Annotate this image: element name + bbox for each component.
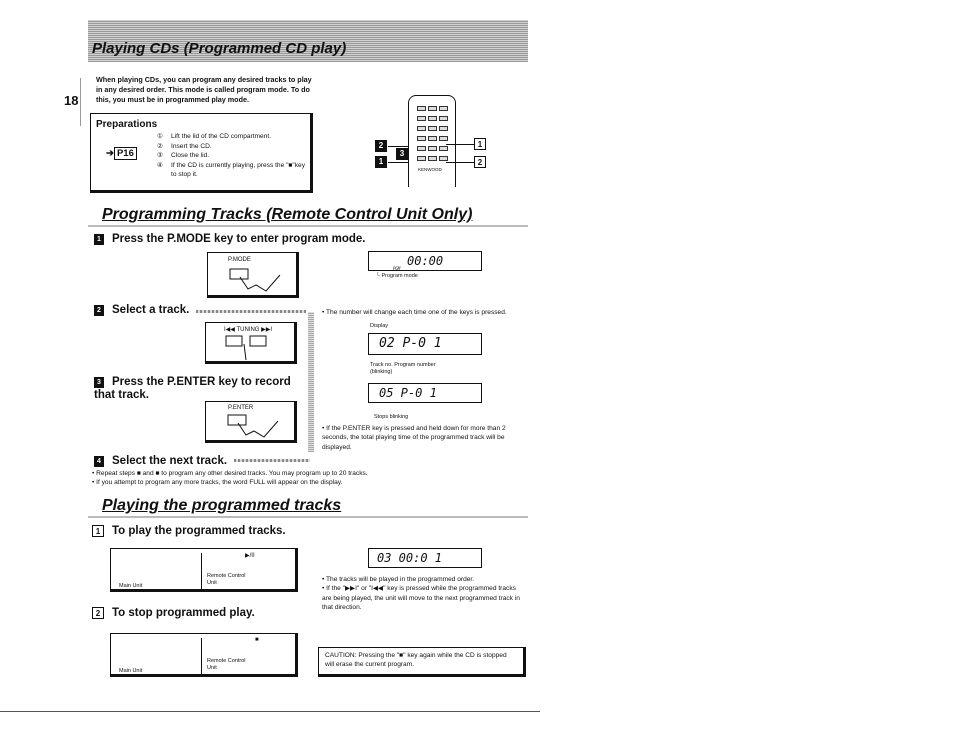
remote-brand: KENWOOD	[418, 167, 442, 172]
key-label: P.MODE	[228, 257, 251, 263]
key-label: ▶/II	[245, 553, 255, 559]
note-penter-hold: • If the P.ENTER key is pressed and held down for more than 2 seconds, the total playing time of the programmed track will be displayed.	[322, 425, 506, 451]
display-readout: 00:00	[407, 254, 444, 268]
display-readout: 02 P-0 1	[379, 336, 442, 351]
track-display	[368, 333, 482, 355]
remote-button	[417, 146, 426, 151]
heading-rule	[88, 225, 528, 227]
heading-rule	[88, 516, 528, 518]
arrow-line	[196, 310, 306, 313]
remote-button	[417, 156, 426, 161]
hand-press-icon	[218, 332, 288, 362]
display-readout: 05 P-0 1	[379, 386, 437, 400]
hand-press-icon	[218, 411, 288, 441]
step-4-heading: 4 Select the next track.	[94, 455, 227, 468]
display-label: Display	[370, 323, 389, 329]
pgm-indicator: PGM	[393, 266, 401, 271]
divider	[201, 638, 202, 674]
remote-button	[439, 126, 448, 131]
remote-button	[428, 136, 437, 141]
page-number: 18	[64, 93, 79, 108]
play-heading: 1 To play the programmed tracks.	[92, 525, 286, 538]
arrow-line	[234, 459, 310, 462]
margin-line	[80, 78, 81, 126]
remote-button	[439, 146, 448, 151]
play-notes	[322, 575, 522, 613]
stop-heading: 2 To stop programmed play.	[92, 607, 255, 620]
remote-unit-label: Remote Control Unit	[207, 573, 246, 586]
program-mode-display	[368, 251, 482, 271]
preparations-title: Preparations	[96, 119, 158, 130]
display-caption: Track no. Program number (blinking)	[370, 362, 436, 375]
prep-step: ② Insert the CD.	[157, 142, 212, 150]
callout-line	[446, 162, 474, 163]
display-readout: 03 00:0 1	[377, 551, 443, 565]
callout-line	[388, 162, 408, 163]
prep-step: ③ Close the lid.	[157, 152, 210, 160]
key-label: ■	[255, 637, 259, 643]
step-3-heading: 3 Press the P.ENTER key to record that track.	[94, 376, 291, 401]
remote-button	[428, 126, 437, 131]
stop-keys-illustration	[110, 633, 298, 677]
callout-line	[446, 144, 474, 145]
track-display-stopped	[368, 383, 482, 403]
note-item: • Repeat steps ■ and ■ to program any other desired tracks. You may program up to 20 tracks.	[92, 470, 368, 477]
section-heading: Programming Tracks (Remote Control Unit Only)	[102, 206, 473, 223]
hand-press-icon	[220, 263, 290, 297]
remote-button	[428, 146, 437, 151]
bottom-rule	[0, 711, 540, 712]
remote-marker: 2	[375, 140, 387, 152]
tuning-key-illustration	[205, 322, 297, 364]
callout-line	[388, 146, 408, 147]
page-reference-label: P16	[114, 147, 137, 160]
notes-list	[92, 469, 522, 488]
step-1-heading: 1 Press the P.MODE key to enter program mode.	[94, 233, 366, 246]
return-arrow-bar	[308, 312, 314, 452]
remote-button	[428, 116, 437, 121]
step-2-heading: 2 Select a track.	[94, 304, 189, 317]
remote-button	[439, 156, 448, 161]
prep-step: ④ If the CD is currently playing, press the "■"key to stop it.	[157, 161, 305, 179]
key-label: P.ENTER	[228, 405, 254, 411]
prep-step: ① Lift the lid of the CD compartment.	[157, 133, 272, 140]
pmode-key-illustration	[207, 252, 299, 298]
intro-text: When playing CDs, you can program any desired tracks to play in any desired order. This mode is called program mode. To do this, you must be in programmed play mode.	[96, 75, 312, 104]
note-key-change: • The number will change each time one of the keys is pressed.	[322, 309, 507, 316]
remote-marker: 1	[375, 156, 387, 168]
note-item: • If the "▶▶I" or "I◀◀" key is pressed while the programmed tracks are being played, the unit will move to the next programmed track in that direction.	[322, 585, 520, 612]
remote-marker: 3	[396, 148, 408, 160]
remote-callout: 2	[474, 156, 486, 168]
display-caption: Stops blinking	[374, 414, 409, 420]
remote-button	[428, 156, 437, 161]
preparation-steps	[157, 132, 307, 180]
note-item: • The tracks will be played in the programmed order.	[322, 576, 475, 583]
remote-control-illustration	[408, 95, 456, 187]
remote-button	[439, 106, 448, 111]
main-unit-label: Main Unit	[119, 668, 143, 674]
remote-button	[417, 126, 426, 131]
page-reference: ➔ P16	[106, 148, 137, 159]
remote-button	[439, 116, 448, 121]
remote-button	[417, 136, 426, 141]
play-display	[368, 548, 482, 568]
remote-callout: 1	[474, 138, 486, 150]
remote-unit-label: Remote Control Unit	[207, 658, 246, 671]
divider	[201, 553, 202, 589]
note-item: • If you attempt to program any more tracks, the word FULL will appear on the display.	[92, 479, 343, 487]
key-label: I◀◀ TUNING ▶▶I	[224, 327, 273, 333]
caution-box: CAUTION: Pressing the "■" key again while the CD is stopped will erase the current program.	[318, 647, 526, 677]
display-caption: └ Program mode	[376, 273, 418, 279]
play-keys-illustration	[110, 548, 298, 592]
penter-key-illustration	[205, 401, 297, 443]
section-heading: Playing the programmed tracks	[102, 497, 342, 514]
remote-button	[428, 106, 437, 111]
main-unit-label: Main Unit	[119, 583, 143, 589]
remote-button	[417, 106, 426, 111]
remote-button	[439, 136, 448, 141]
page-title: Playing CDs (Programmed CD play)	[92, 40, 347, 57]
remote-button	[417, 116, 426, 121]
